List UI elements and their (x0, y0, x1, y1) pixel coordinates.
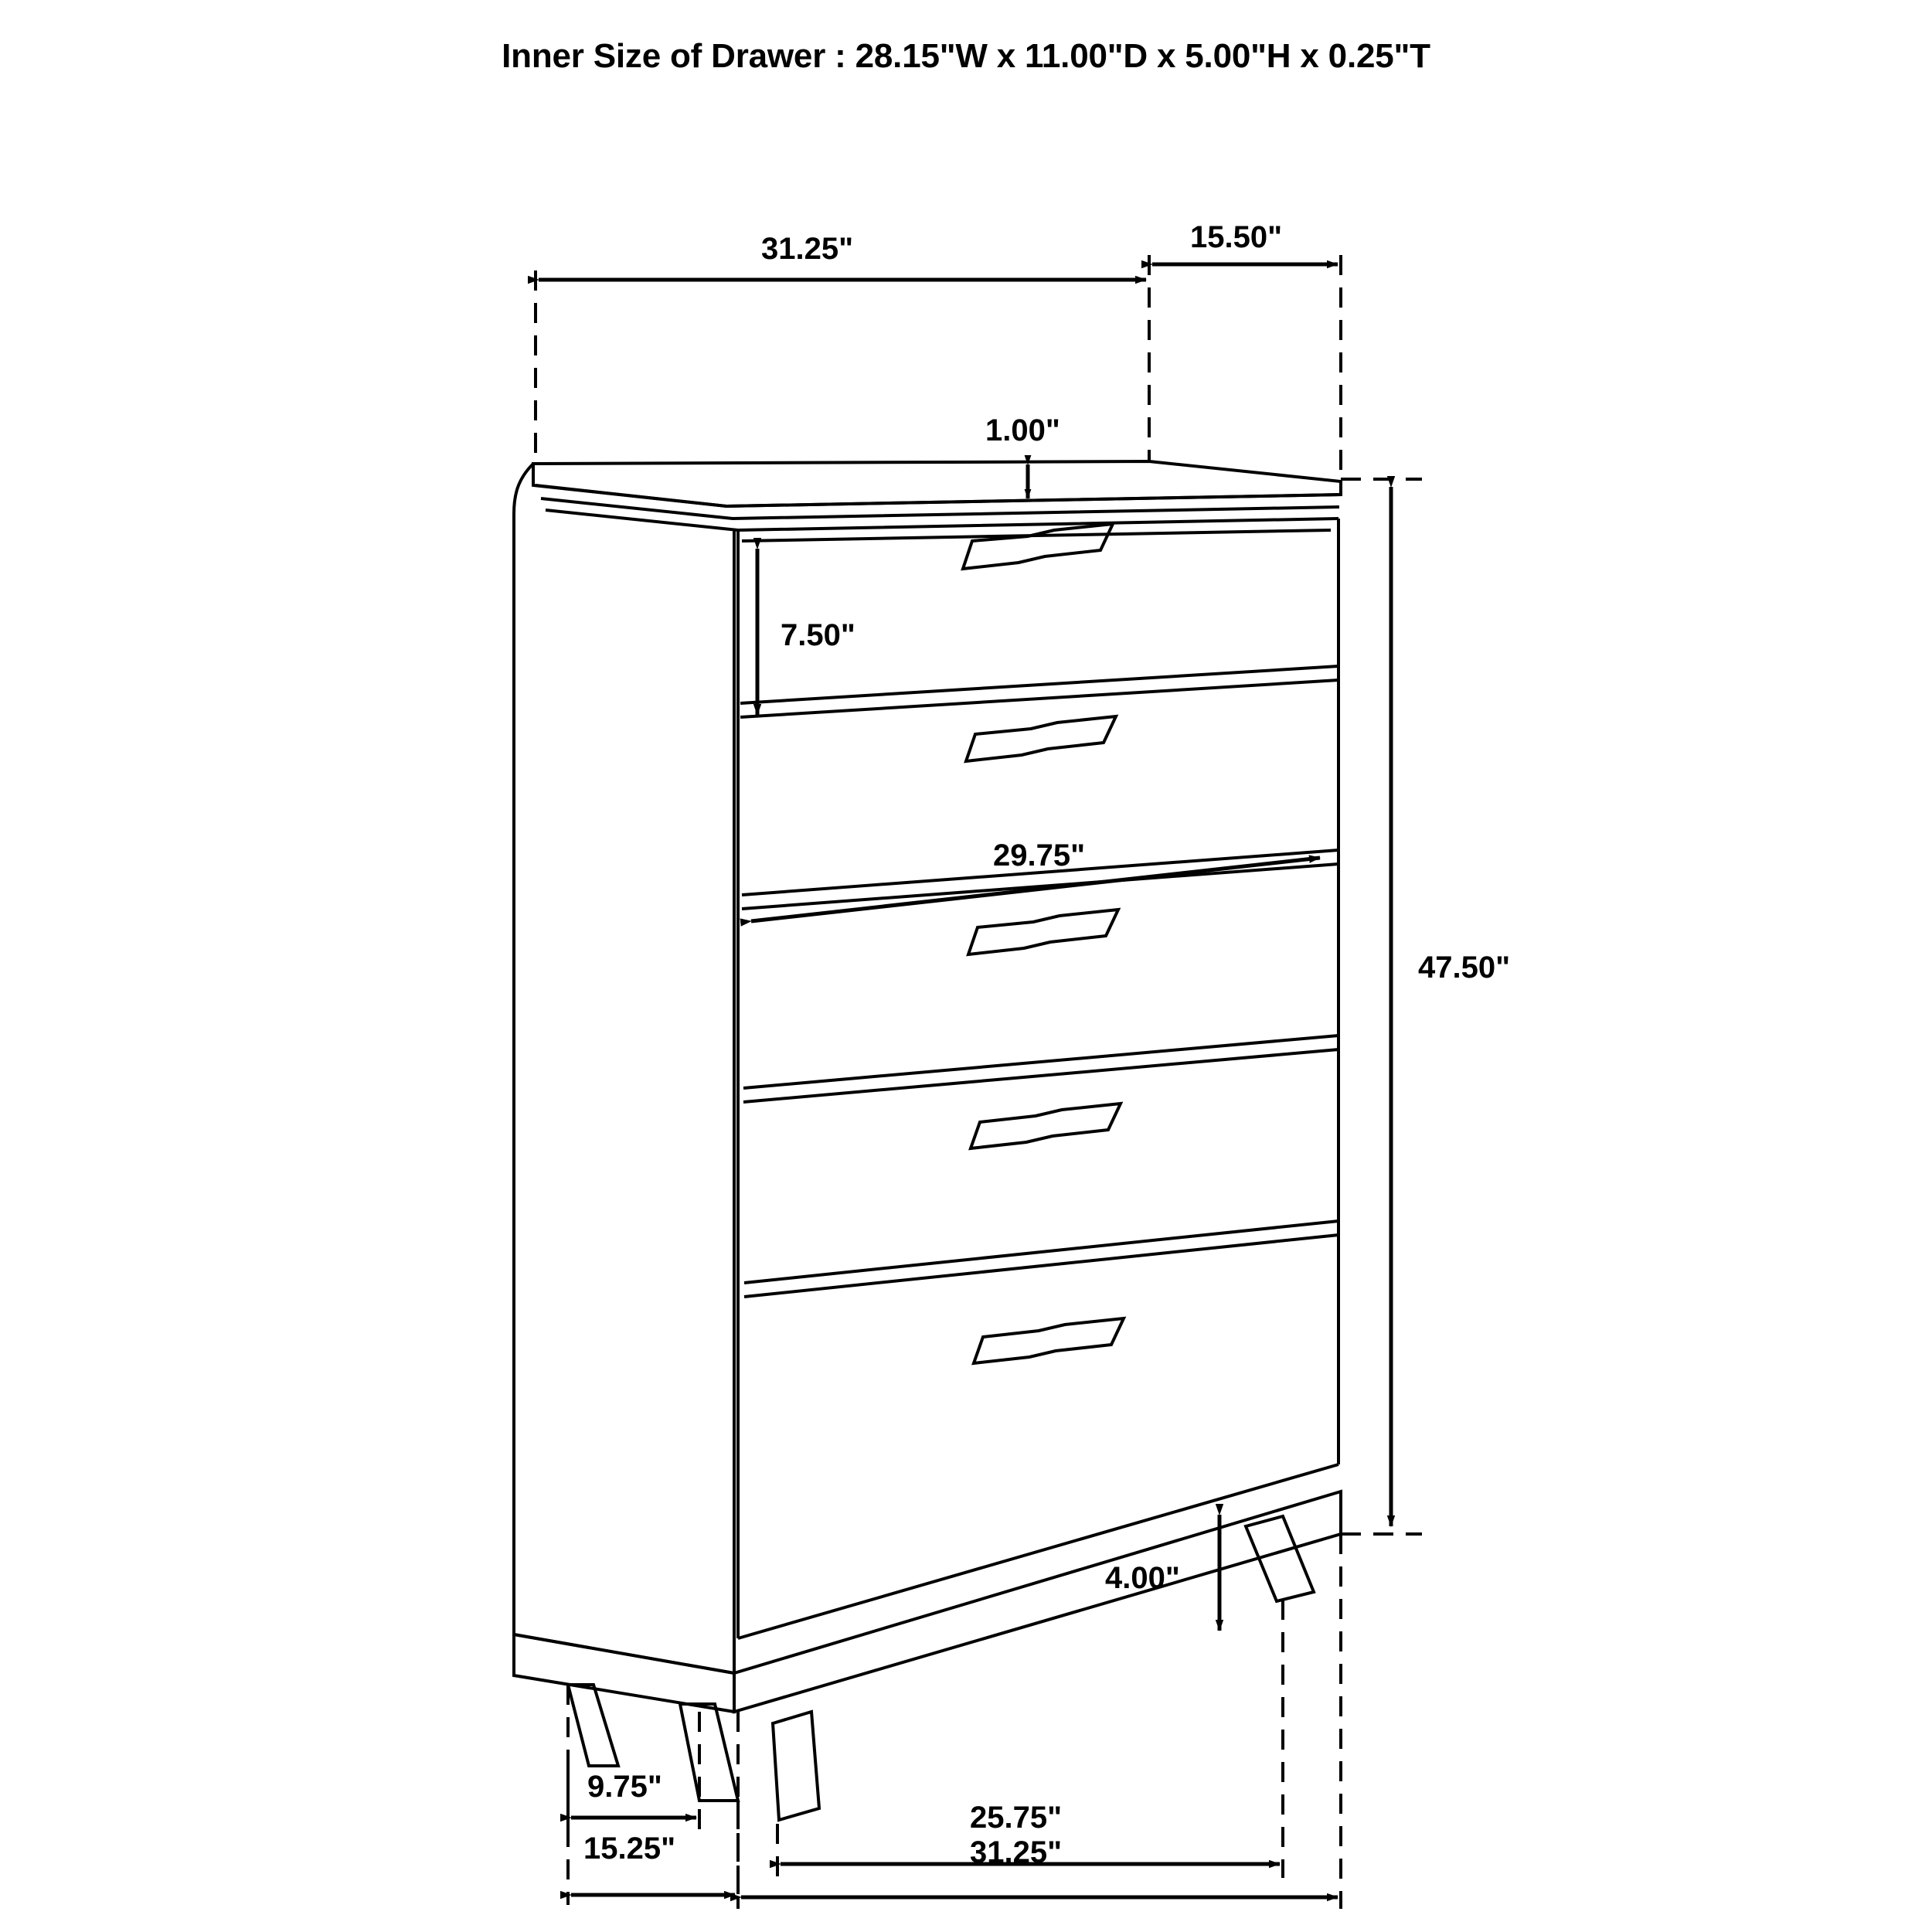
dim-leg-height: 4.00" (1105, 1561, 1180, 1595)
dim-base-depth: 15.25" (583, 1832, 676, 1866)
dim-top-thickness: 1.00" (985, 413, 1060, 447)
dim-base-width: 31.25" (970, 1835, 1063, 1869)
dim-leg-span-side: 9.75" (587, 1770, 662, 1804)
dim-drawer-face-height: 7.50" (781, 618, 855, 652)
dim-side-depth-top: 15.50" (1190, 220, 1283, 254)
dim-drawer-face-width: 29.75" (993, 838, 1086, 872)
dim-leg-span-front: 25.75" (970, 1801, 1063, 1835)
dim-front-width-top: 31.25" (761, 232, 854, 266)
chest-body-outline (514, 461, 1341, 1820)
dim-total-height: 47.50" (1418, 951, 1511, 985)
drawer-handles (963, 524, 1124, 1363)
page-title: Inner Size of Drawer : 28.15"W x 11.00"D x 5.00"H x 0.25"T (502, 37, 1430, 75)
